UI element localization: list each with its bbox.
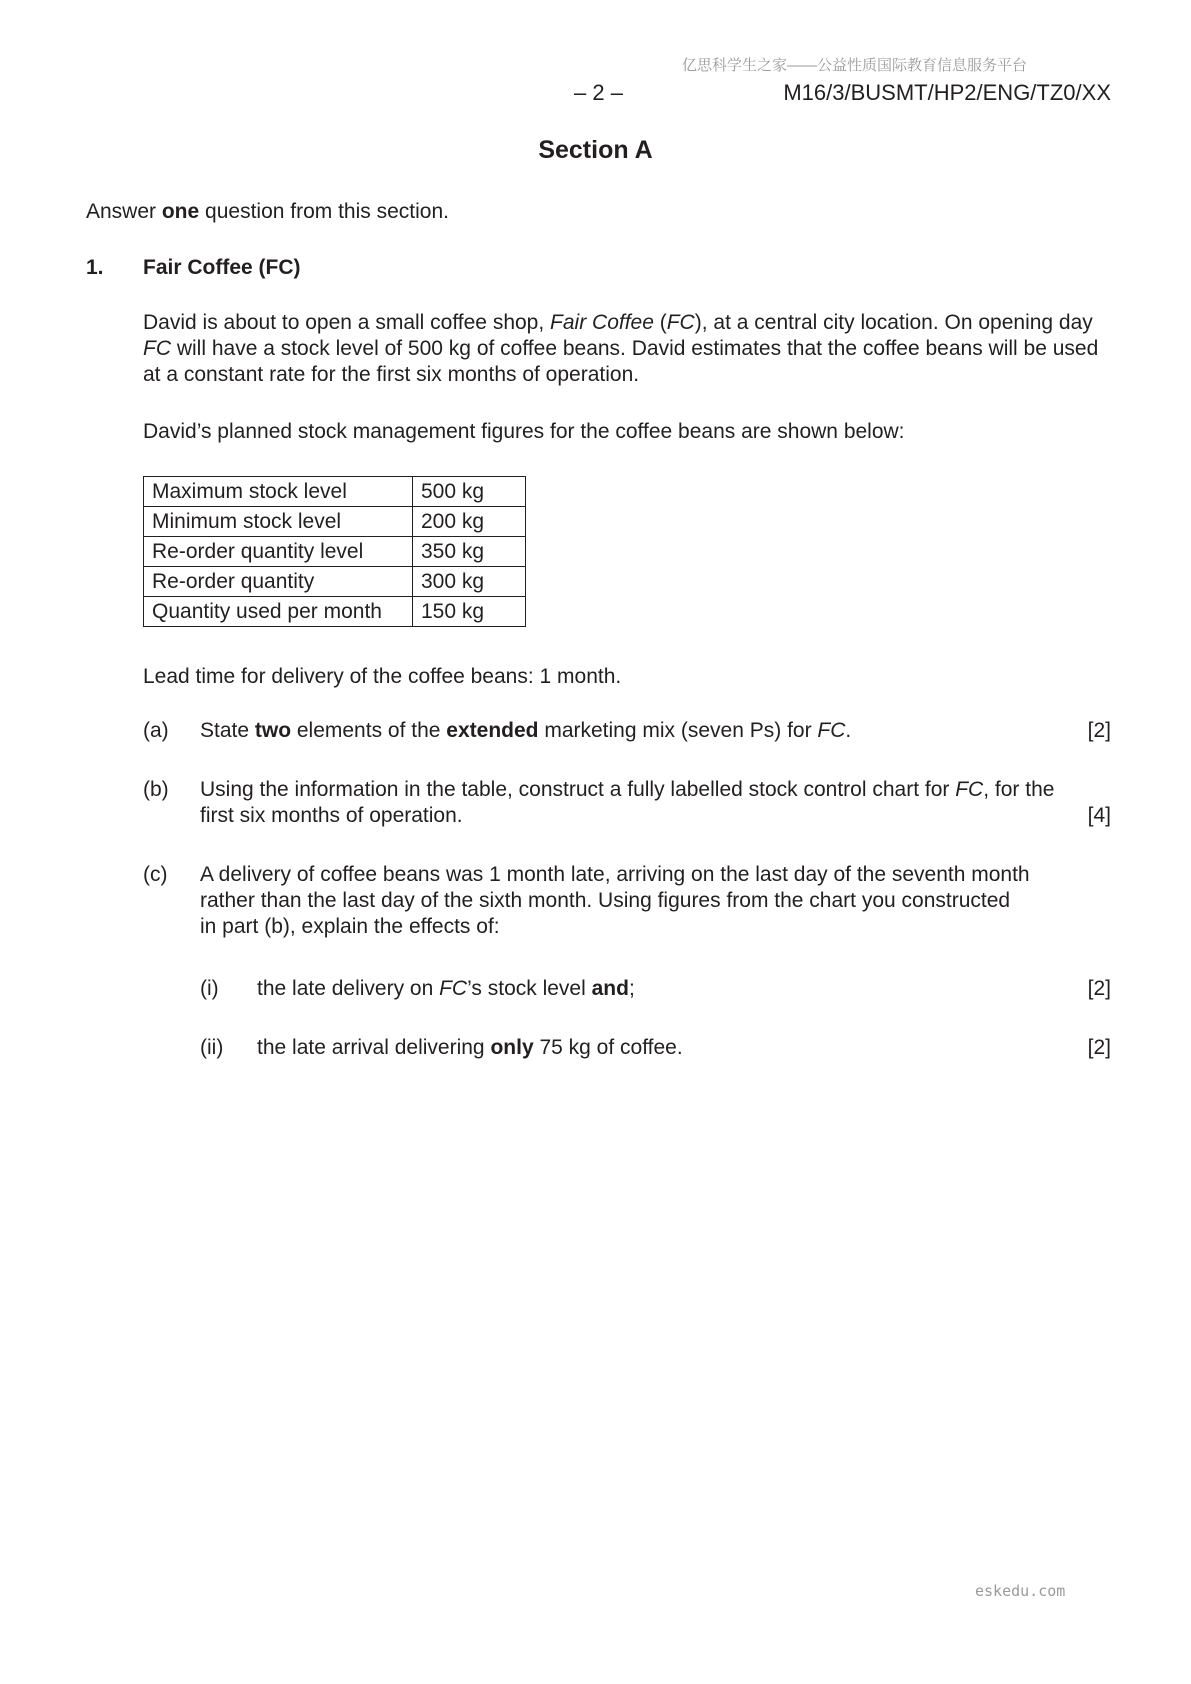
part-a-text: State two elements of the extended marketing mix (seven Ps) for FC. [200, 719, 852, 742]
part-c-ii-text: the late arrival delivering only 75 kg of coffee. [257, 1036, 683, 1059]
table-intro: David’s planned stock management figures for the coffee beans are shown below: [143, 420, 905, 443]
table-cell-label: Re-order quantity [144, 567, 413, 597]
part-c-i-label: (i) [200, 977, 219, 1000]
part-c-ii-label: (ii) [200, 1036, 224, 1059]
page-number: – 2 – [574, 80, 623, 105]
lead-time-text: Lead time for delivery of the coffee beans: 1 month. [143, 665, 622, 688]
part-b-text: Using the information in the table, construct a fully labelled stock control chart for FC, for the first six months of operation. [200, 778, 1055, 827]
part-c-i-marks: [2] [1087, 977, 1111, 1000]
table-row [144, 537, 526, 567]
header-watermark: 亿思科学生之家——公益性质国际教育信息服务平台 [682, 57, 1028, 74]
part-c-i-text: the late delivery on FC’s stock level and; [257, 977, 635, 1000]
table-cell-label: Minimum stock level [144, 507, 413, 537]
table-cell-label: Re-order quantity level [144, 537, 413, 567]
question-number: 1. [86, 256, 104, 279]
table-cell-value: 200 kg [413, 507, 526, 537]
table-row [144, 597, 526, 627]
part-a-marks: [2] [1087, 719, 1111, 742]
table-row [144, 507, 526, 537]
table-row [144, 567, 526, 597]
table-cell-value: 350 kg [413, 537, 526, 567]
question-title: Fair Coffee (FC) [143, 256, 301, 279]
table-cell-label: Maximum stock level [144, 477, 413, 507]
part-a-label: (a) [143, 719, 169, 742]
part-b-label: (b) [143, 778, 169, 801]
part-c-text: A delivery of coffee beans was 1 month late, arriving on the last day of the seventh month rather than the last day of the sixth month. Using figures from the chart you constructed in part (b), explain the effects of: [200, 863, 1030, 938]
part-b-marks: [4] [1087, 804, 1111, 827]
table-cell-label: Quantity used per month [144, 597, 413, 627]
stock-management-table [143, 476, 526, 627]
part-c-ii-marks: [2] [1087, 1036, 1111, 1059]
instruction: Answer one question from this section. [86, 200, 449, 223]
part-c-label: (c) [143, 863, 168, 886]
table-cell-value: 150 kg [413, 597, 526, 627]
paper-code: M16/3/BUSMT/HP2/ENG/TZ0/XX [783, 80, 1111, 105]
table-row [144, 477, 526, 507]
footer-watermark: eskedu.com [975, 1582, 1066, 1600]
table-cell-value: 500 kg [413, 477, 526, 507]
section-title: Section A [538, 136, 653, 164]
intro-paragraph: David is about to open a small coffee shop, Fair Coffee (FC), at a central city location. On opening day FC will have a stock level of 500 kg of coffee beans. David estimates that the coffee beans will be used at a constant rate for the first six months of operation. [143, 311, 1099, 386]
table-cell-value: 300 kg [413, 567, 526, 597]
